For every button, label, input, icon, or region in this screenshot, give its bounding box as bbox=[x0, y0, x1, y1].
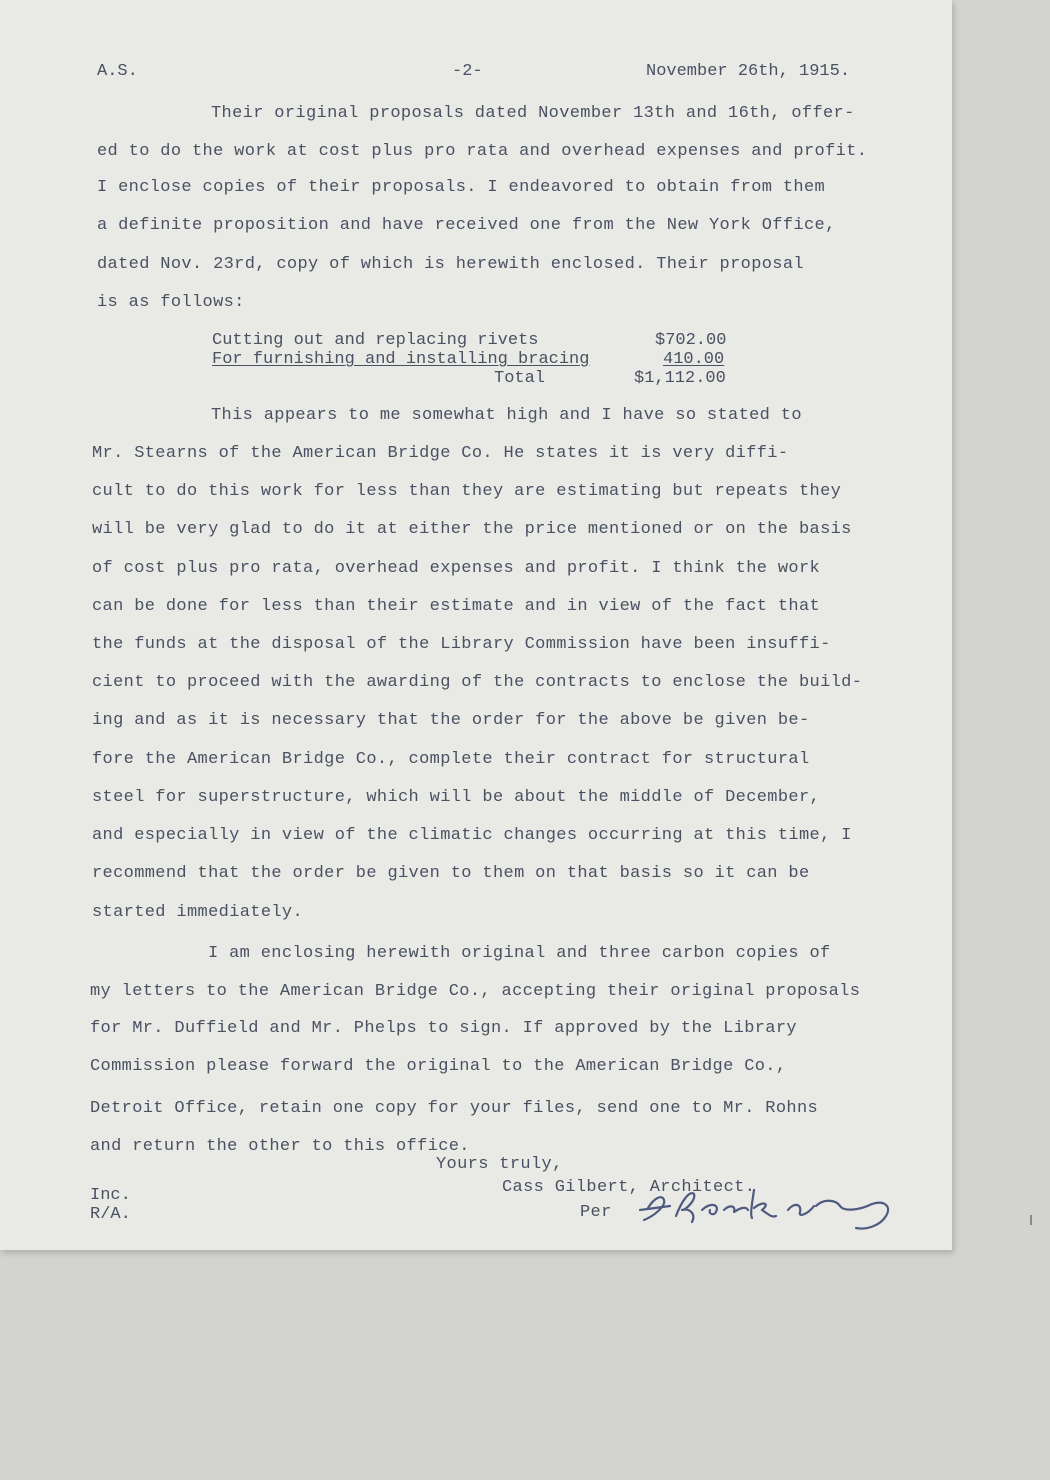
header-initials: A.S. bbox=[97, 62, 138, 81]
paragraph2-line: of cost plus pro rata, overhead expenses and profit. I think the work bbox=[92, 559, 821, 578]
paragraph3-line: Detroit Office, retain one copy for your files, send one to Mr. Rohns bbox=[90, 1099, 819, 1118]
paragraph2-line: started immediately. bbox=[92, 903, 304, 922]
paragraph3-line: I am enclosing herewith original and three carbon copies of bbox=[208, 944, 831, 963]
paragraph1-line: ed to do the work at cost plus pro rata and overhead expenses and profit. bbox=[97, 142, 868, 161]
paragraph3-line: my letters to the American Bridge Co., accepting their original proposals bbox=[90, 982, 861, 1001]
paragraph2-line: the funds at the disposal of the Library Commission have been insuffi- bbox=[92, 635, 831, 654]
closing-per: Per bbox=[580, 1203, 612, 1222]
closing-firm: Cass Gilbert, Architect. bbox=[502, 1178, 756, 1197]
proposal-item: Cutting out and replacing rivets bbox=[212, 331, 539, 350]
footer-reference: R/A. bbox=[90, 1205, 131, 1224]
paragraph2-line: This appears to me somewhat high and I have so stated to bbox=[211, 406, 802, 425]
paragraph2-line: can be done for less than their estimate and in view of the fact that bbox=[92, 597, 821, 616]
proposal-item: For furnishing and installing bracing bbox=[212, 350, 590, 369]
paragraph2-line: cult to do this work for less than they are estimating but repeats they bbox=[92, 482, 842, 501]
paragraph3-line: and return the other to this office. bbox=[90, 1137, 470, 1156]
scan-mark bbox=[1030, 1215, 1032, 1225]
paragraph3-line: Commission please forward the original to the American Bridge Co., bbox=[90, 1057, 787, 1076]
proposal-amount: $702.00 bbox=[655, 331, 727, 350]
paragraph2-line: ing and as it is necessary that the order for the above be given be- bbox=[92, 711, 810, 730]
paragraph3-line: for Mr. Duffield and Mr. Phelps to sign. If approved by the Library bbox=[90, 1019, 797, 1038]
proposal-amount: 410.00 bbox=[663, 350, 725, 369]
paragraph1-line: a definite proposition and have received one from the New York Office, bbox=[97, 216, 836, 235]
header-date: November 26th, 1915. bbox=[646, 62, 851, 81]
header-page-number: -2- bbox=[452, 62, 483, 81]
paragraph2-line: cient to proceed with the awarding of the contracts to enclose the build- bbox=[92, 673, 863, 692]
paragraph2-line: recommend that the order be given to them on that basis so it can be bbox=[92, 864, 810, 883]
proposal-total-amount: $1,112.00 bbox=[634, 369, 726, 388]
paragraph1-line: is as follows: bbox=[97, 293, 245, 312]
paragraph1-line: dated Nov. 23rd, copy of which is herewith enclosed. Their proposal bbox=[97, 255, 804, 274]
footer-enclosure: Inc. bbox=[90, 1186, 131, 1205]
paragraph1-line: Their original proposals dated November 13th and 16th, offer- bbox=[211, 104, 855, 123]
paragraph2-line: fore the American Bridge Co., complete their contract for structural bbox=[92, 750, 810, 769]
handwritten-signature bbox=[630, 1170, 900, 1240]
paragraph1-line: I enclose copies of their proposals. I endeavored to obtain from them bbox=[97, 178, 826, 197]
paragraph2-line: will be very glad to do it at either the price mentioned or on the basis bbox=[92, 520, 852, 539]
paragraph2-line: Mr. Stearns of the American Bridge Co. He states it is very diffi- bbox=[92, 444, 789, 463]
paragraph2-line: and especially in view of the climatic changes occurring at this time, I bbox=[92, 826, 852, 845]
closing-salutation: Yours truly, bbox=[436, 1155, 563, 1174]
paragraph2-line: steel for superstructure, which will be about the middle of December, bbox=[92, 788, 821, 807]
proposal-total-label: Total bbox=[494, 369, 546, 388]
